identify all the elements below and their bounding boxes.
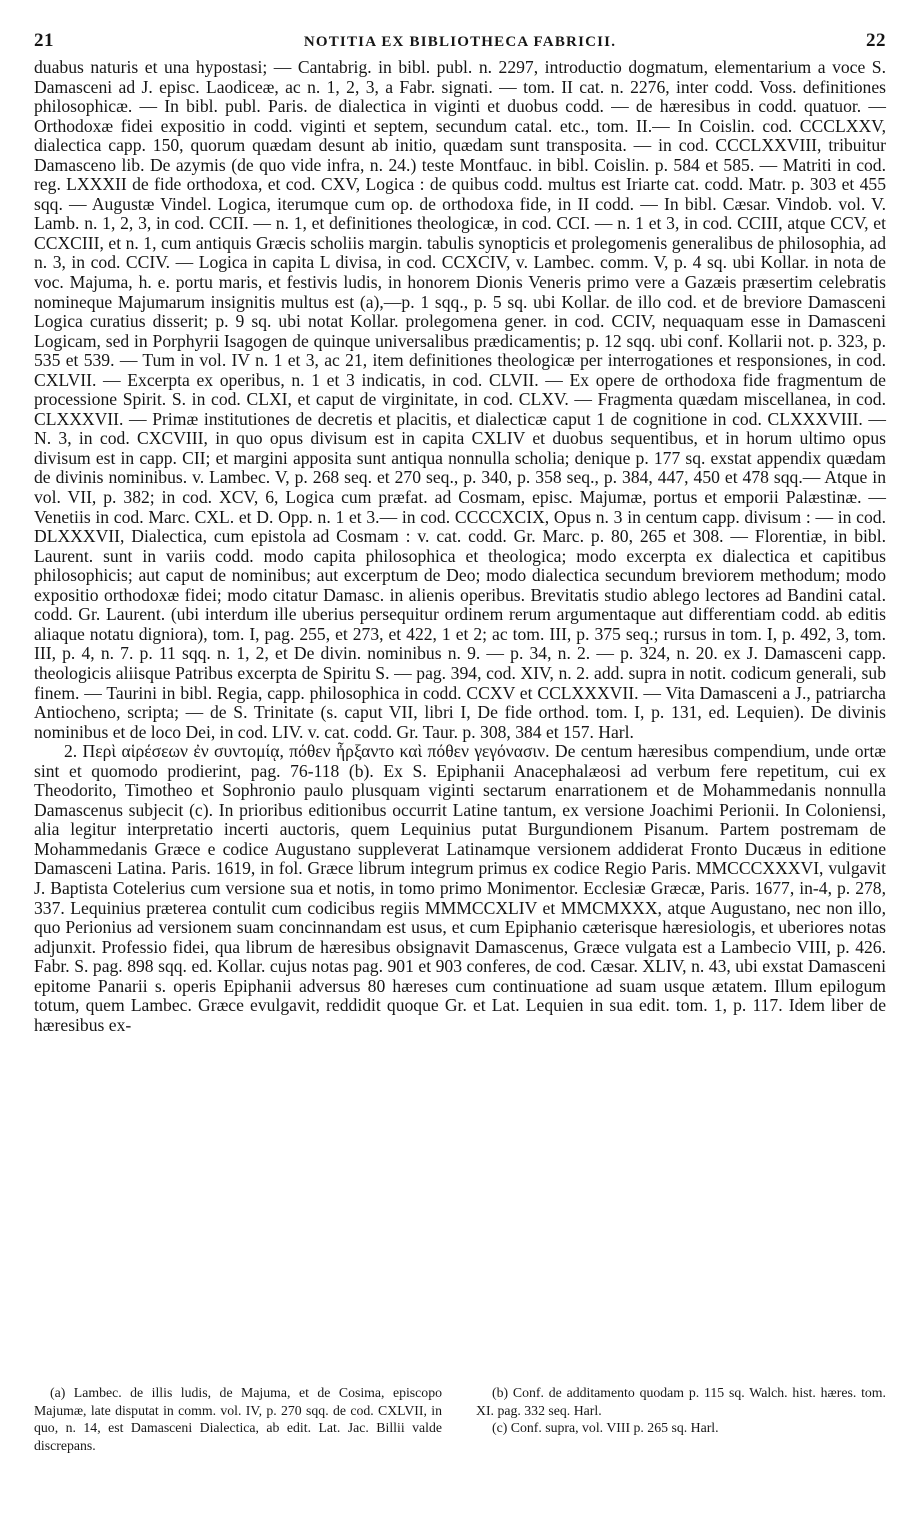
running-head bbox=[34, 30, 886, 56]
main-text bbox=[34, 58, 886, 1035]
left-page-number: 21 bbox=[34, 30, 54, 51]
footnote-c: (c) Conf. supra, vol. VIII p. 265 sq. Harl. bbox=[492, 1420, 719, 1435]
running-title: NOTITIA EX BIBLIOTHECA FABRICII. bbox=[303, 34, 617, 50]
right-page-number: 22 bbox=[866, 30, 886, 51]
footnotes bbox=[34, 1384, 886, 1454]
paragraph-codices: duabus naturis et una hypostasi; — Cantabrig. in bibl. publ. n. 2297, introductio dogmatum, elementarium a voce S. Damasceni ad J. episc. Laodiceæ, ac n. 1, 2, 3, a Fabr. signati. — tom. II cat. n. 2276, inter codd. Voss. definitiones philosophicæ. — In bibl. publ. Paris. de dialectica in viginti et duobus codd. — de hæresibus in codd. quatuor. — Orthodoxæ fidei expositio in codd. viginti et septem, secundum catal. etc., tom. II.— In Coislin. cod. CCCLXXV, dialectica capp. 150, quorum quædam desunt ab initio, quædam sunt transposita. — in cod. CCCLXXVIII, tribuitur Damasceno lib. De azymis (de quo vide infra, n. 24.) teste Montfauc. in bibl. Coislin. p. 584 et 585. — Matriti in cod. reg. LXXXII de fide orthodoxa, et cod. CXV, Logica : de quibus codd. multus est Iriarte cat. codd. Matr. p. 303 et 455 sqq. — Augustæ Vindel. Logica, iterumque cum op. de orthodoxa fide, in II codd. — In bibl. Cæsar. Vindob. vol. V. Lamb. n. 1, 2, 3, in cod. CCII. — n. 1, et definitiones theologicæ, in cod. CCI. — n. 1 et 3, in cod. CCIII, atque CCV, et CCXCIII, et n. 1, cum antiquis Græcis scholiis margin. tabulis synopticis et prolegomenis generalibus de philosophia, ad n. 3, in cod. CCIV. — Logica in capita L divisa, in cod. CCXCIV, v. Lambec. comm. V, p. 4 sq. ubi Kollar. in nota de voc. Majuma, h. e. portu maris, et festivis ludis, in honorem Dionis Veneris primo vere a Gazæis præsertim celebratis nomineque Majumarum insignitis multus est (a),—p. 1 sqq., p. 5 sq. ubi Kollar. de illo cod. et de breviore Damasceni Logica curatius disserit; p. 9 sq. ubi notat Kollar. prolegomena gener. in cod. CCIV, nequaquam esse in Damasceni Logicam, sed in Porphyrii Isagogen de quinque universalibus prædicamentis; p. 12 sqq. ubi conf. Kollarii not. p. 323, p. 535 et 539. — Tum in vol. IV n. 1 et 3, ac 21, item definitiones theologicæ per interrogationes et responsiones, in cod. CXLVII. — Excerpta ex operibus, n. 1 et 3 indicatis, in cod. CLVII. — Ex opere de orthodoxa fide fragmentum de processione Spirit. S. in cod. CLXI, et caput de virginitate, in cod. CLXV. — Fragmenta quædam miscellanea, in cod. CLXXXVII. — Primæ institutiones de decretis et placitis, et dialecticæ caput 1 de cognitione in cod. CLXXXVIII. — N. 3, in cod. CXCVIII, in quo opus divisum est in capita CXLIV et duobus sequentibus, et in horum ultimo opus divisum est in capp. CII; et margini apposita sunt antiqua nonnulla scholia; denique p. 177 sq. exstat appendix quædam de divinis nominibus. v. Lambec. V, p. 268 seq. et 270 seq., p. 340, p. 358 seq., p. 384, 447, 450 et 478 sqq.— Atque in vol. VII, p. 382; in cod. XCV, 6, Logica cum præfat. ad Cosmam, episc. Majumæ, portus et emporii Palæstinæ. — Venetiis in cod. Marc. CXL. et D. Opp. n. 1 et 3.— in cod. CCCCXCIX, Opus n. 3 in centum capp. divisum : — in cod. DLXXXVII, Dialectica, cum epistola ad Cosmam : v. cat. codd. Gr. Marc. p. 80, 265 et 308. — Florentiæ, in bibl. Laurent. sunt in variis codd. modo capita philosophica et theologica; modo excerpta ex dialectica et capitibus philosophicis; aut caput de nominibus; aut excerptum de Deo; modo dialectica secundum breviorem methodum; modo expositio orthodoxæ fidei; modo citatur Damasc. in alienis operibus. Brevitatis studio ablego lectores ad Bandini catal. codd. Gr. Laurent. (ubi interdum ille uberius persequitur ordinem rerum argumentaque aut differentiam codd. ab editis aliaque notatu digniora), tom. I, pag. 255, et 273, et 422, 1 et 2; ac tom. III, p. 375 seq.; rursus in tom. I, p. 492, 3, tom. III, p. 4, n. 7. p. 11 sqq. n. 1, 2, et De divin. nominibus n. 9. — p. 34, n. 2. — p. 324, n. 20. ex J. Damasceni capp. theologicis aliisque Patribus excerpta de Spiritu S. — pag. 394, cod. XIV, n. 2. add. supra in notit. codicum generali, sub finem. — Taurini in bibl. Regia, capp. philosophica in codd. CCXV et CCLXXXVII. — Vita Damasceni a J., patriarcha Antiocheno, scripta; — de S. Trinitate (s. caput VII, libri I, De fide orthod. tom. I, p. 131, ed. Lequien). De divinis nominibus et de loco Dei, in cod. LIV. v. cat. codd. Gr. Taur. p. 308, 384 et 157. Harl. bbox=[34, 57, 886, 742]
footnote-a: (a) Lambec. de illis ludis, de Majuma, et de Cosima, episcopo Majumæ, late disputat in comm. vol. IV, p. 270 sqq. de cod. CXLVII, in quo, n. 14, est Damasceni Dialectica, ab edit. Lat. Jac. Billii valde discrepans. bbox=[34, 1385, 442, 1453]
footnote-b: (b) Conf. de additamento quodam p. 115 sq. Walch. hist. hæres. tom. XI. pag. 332 seq. Harl. bbox=[476, 1385, 886, 1418]
footnotes-left-column bbox=[34, 1384, 442, 1454]
paragraph-de-haeresibus: 2. Περὶ αἱρέσεων ἐν συντομίᾳ, πόθεν ἦρξαντο καὶ πόθεν γεγόνασιν. De centum hæresibus compendium, unde ortæ sint et quomodo prodierint, pag. 76-118 (b). Ex S. Epiphanii Anacephalæosi ad verbum fere repetitum, cui ex Theodorito, Timotheo et Sophronio paulo plusquam viginti sectarum enarrationem et de Mohammedanis nonnulla Damascenus subjecit (c). In prioribus editionibus occurrit Latine tantum, ex versione Joachimi Perionii. In Coloniensi, alia legitur interpretatio incerti auctoris, quem Lequinius putat Burgundionem Pisanum. Partem postremam de Mohammedanis Græce e codice Augustano suppleverat Latinamque versionem addiderat Fronto Ducæus in editione Damasceni Latina. Paris. 1619, in fol. Græce librum integrum primus ex codice Regio Paris. MMCCCXXXVI, vulgavit J. Baptista Cotelerius cum versione sua et notis, in tomo primo Monimentor. Ecclesiæ Græcæ, Paris. 1677, in-4, p. 278, 337. Lequinius præterea contulit cum codicibus regiis MMMCCXLIV et MMCMXXX, atque Augustano, nec non illo, quo Perionius ad versionem suam concinnandam est usus, et cum Epiphanio cæterisque hæresiologis, et uberiores notas adjunxit. Professio fidei, qua librum de hæresibus obsignavit Damascenus, Græce vulgata est a Lambecio VIII, p. 426. Fabr. S. pag. 898 sqq. ed. Kollar. cujus notas pag. 901 et 903 conferes, de cod. Cæsar. XLIV, n. 43, ubi exstat Damasceni epitome Panarii s. operis Epiphanii adversus 80 hæreses cum continuatione ad suam usque ætatem. Illum epilogum totum, quem Lambec. Græce evulgavit, reddidit quoque Gr. et Lat. Lequien in sua edit. tom. 1, p. 117. Idem liber de hæresibus ex- bbox=[34, 741, 886, 1035]
footnotes-right-column bbox=[476, 1384, 886, 1454]
